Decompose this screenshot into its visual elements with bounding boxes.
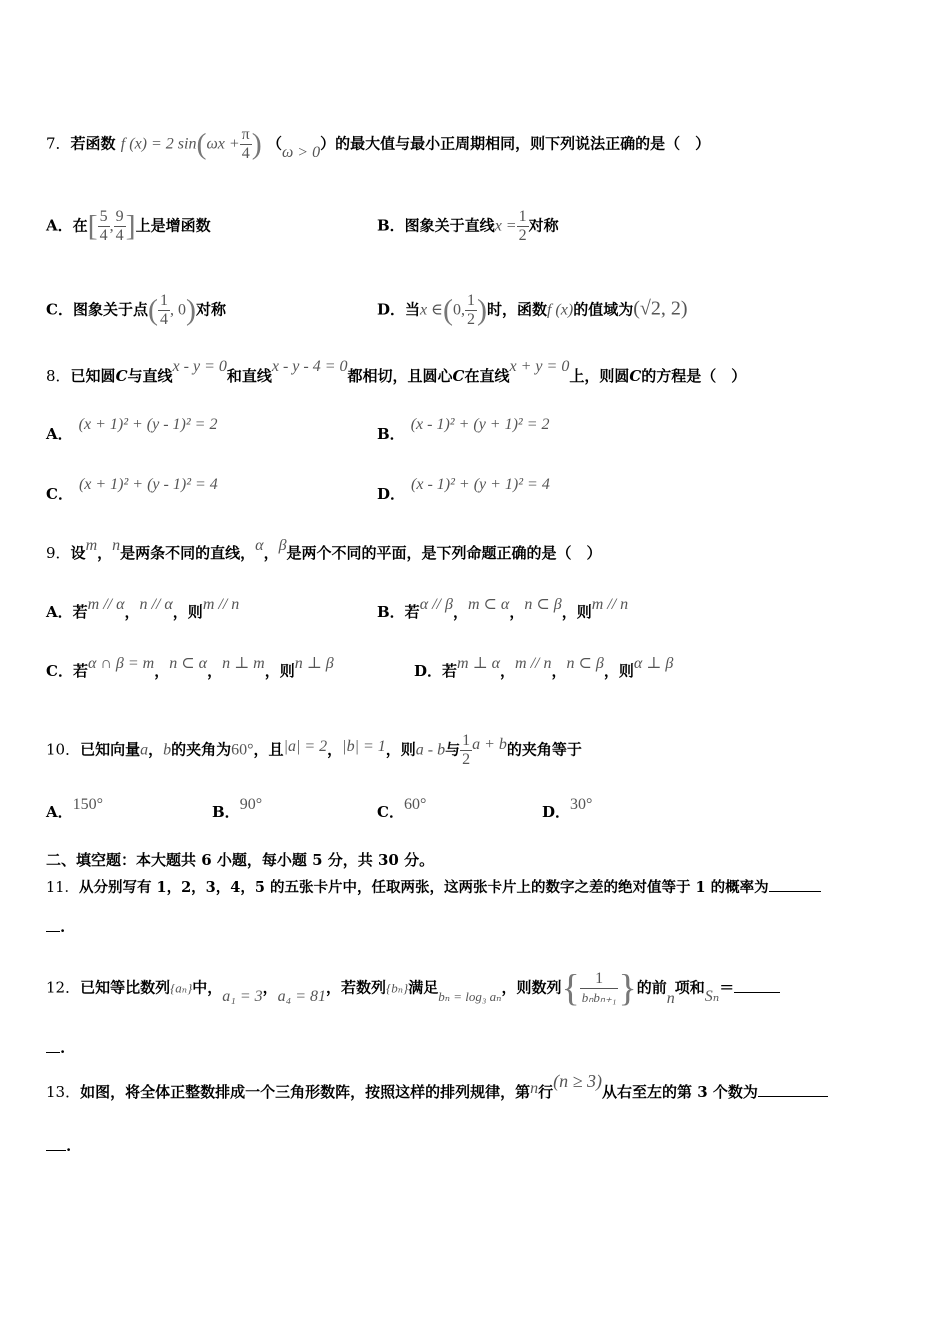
q10-d-label: D． [542, 803, 571, 821]
q12-end [46, 1036, 65, 1058]
q9-t1: 设 [70, 544, 86, 562]
q12-answer-blank[interactable] [734, 976, 780, 993]
q8-t1: 已知圆 [70, 367, 116, 385]
q9-alpha: α [255, 537, 264, 554]
q13-number: 13． [46, 1083, 81, 1101]
q7-d-text2: 的值域为 [573, 300, 634, 319]
q13-stem [46, 1071, 828, 1103]
q9-beta: β [278, 537, 287, 554]
q10-half: $\frac{1}{2}$ [462, 732, 471, 768]
q9-d-3: n ⊂ β [566, 655, 604, 672]
q12-n: n [666, 989, 675, 1007]
q11-number: 11． [46, 880, 79, 896]
q12-t8: 项和 [674, 978, 705, 997]
q7-arg: ωx + [206, 135, 240, 153]
q9-a-2: n // α [139, 596, 173, 613]
q9-option-c[interactable]: C．若α ∩ β = m，n ⊂ α，n ⊥ m，则n ⊥ β [46, 655, 334, 680]
q9-a-1: m // α [87, 596, 125, 613]
q10-number: 10． [46, 740, 81, 759]
q7-d-frac: $\frac{1}{2}$ [466, 292, 475, 328]
q8-c-label: C． [46, 485, 73, 503]
q10-t1: 已知向量 [80, 740, 141, 759]
q12-an: {aₙ} [170, 980, 193, 996]
q8-option-d[interactable] [377, 476, 550, 505]
q13-n: n [530, 1080, 539, 1097]
q7-d-label: D．当 [377, 300, 421, 319]
q13-cond: (n ≥ 3) [553, 1071, 602, 1091]
q8-t3: 和直线 [226, 367, 272, 385]
q7-function: f (x) = 2 sin [120, 135, 197, 153]
q12-eq: ＝ [719, 978, 735, 997]
q9-a-3: m // n [202, 596, 240, 613]
q7-a-text: 上是增函数 [135, 216, 211, 235]
q12-sn: Sₙ [704, 987, 720, 1005]
q9-d-1: m ⊥ α [457, 655, 501, 672]
q13-t3: 从右至左的第 3 个数为 [602, 1083, 758, 1101]
q10-t4: ，且 [253, 740, 284, 759]
q12-t7: 的前 [636, 978, 667, 997]
q12-bdef: bₙ = log₃ aₙ [438, 988, 502, 1004]
q10-option-b[interactable] [212, 796, 263, 823]
q8-d-eq: (x - 1)² + (y + 1)² = 4 [411, 476, 550, 493]
q7-number: 7． [46, 134, 71, 153]
q9-b-3: n ⊂ β [524, 596, 562, 613]
q10-norm-b: |b| = 1 [342, 737, 386, 755]
q7-c-frac: $\frac{1}{4}$ [159, 292, 168, 328]
q12-t1: 已知等比数列 [80, 978, 171, 997]
q8-c1: C [115, 367, 128, 385]
q7-option-d[interactable]: D．当x ∈(0, $\frac{1}{2}$ )时，函数f (x)的值域为(√2, 2) [377, 292, 688, 328]
q8-line1: x - y = 0 [172, 358, 227, 375]
q9-d-then: ，则 [603, 662, 634, 680]
q8-option-a[interactable] [46, 416, 218, 445]
q10-t6: ，则 [385, 740, 416, 759]
q9-comma1: ， [97, 544, 113, 562]
q9-option-d[interactable]: D．若m ⊥ α，m // n，n ⊂ β，则α ⊥ β [414, 655, 674, 680]
q7-b-x: x = [494, 217, 517, 235]
q12-t4: ，若数列 [326, 978, 387, 997]
q9-c-2: n ⊂ α [169, 655, 208, 672]
q10-b: b [163, 741, 172, 759]
q12-blank-cont[interactable] [46, 1036, 60, 1053]
q7-pi-over-4: $\frac{\pi}{4}$ [241, 126, 250, 162]
q9-c-1: α ∩ β = m [87, 655, 155, 672]
q12-t3: ， [262, 978, 278, 997]
q9-a-then: ，则 [172, 603, 203, 621]
q12-t5: 满足 [408, 978, 439, 997]
q8-b-eq: (x - 1)² + (y + 1)² = 2 [410, 416, 550, 433]
q10-d-value: 30° [570, 796, 593, 813]
q10-t2: ， [148, 740, 164, 759]
q12-number: 12． [46, 978, 81, 997]
q10-a-plus-b: a + b [472, 735, 507, 753]
q9-n: n [112, 537, 121, 554]
q9-m: m [85, 537, 98, 554]
q9-option-a[interactable]: A．若m // α，n // α，则m // n [46, 596, 240, 621]
q10-t3: 的夹角为 [171, 740, 232, 759]
q7-b-frac: $\frac{1}{2}$ [518, 208, 527, 244]
q7-d-range: (√2, 2) [633, 297, 688, 320]
q7-b-label: B．图象关于直线 [377, 216, 495, 235]
q9-t3: 是两个不同的平面，是下列命题正确的是（ ） [286, 544, 602, 562]
q8-option-c[interactable] [46, 476, 218, 505]
q10-t5: ， [327, 740, 343, 759]
q10-t8: 的夹角等于 [506, 740, 582, 759]
q9-c-3: n ⊥ m [222, 655, 265, 672]
q10-c-label: C． [377, 803, 404, 821]
q11-stem [46, 875, 821, 898]
q10-a: a [140, 741, 149, 759]
q8-t4: 都相切，且圆心 [347, 367, 453, 385]
q11-period: . [60, 918, 66, 936]
q7-a-label: A．在 [46, 216, 88, 235]
q13-blank-cont[interactable] [46, 1134, 66, 1151]
q8-stem [46, 358, 747, 387]
q7-option-c[interactable]: C．图象关于点( $\frac{1}{4}$ , 0)对称 [46, 292, 226, 328]
q10-option-d[interactable] [542, 796, 593, 823]
q10-c-value: 60° [403, 796, 427, 813]
q10-a-minus-b: a - b [415, 741, 446, 759]
q8-number: 8． [46, 367, 71, 385]
q7-c-text: 对称 [195, 300, 226, 319]
q7-d-f: f (x) [546, 301, 574, 319]
q8-c3: C [629, 367, 642, 385]
q10-norm-a: |a| = 2 [283, 737, 328, 755]
q9-c-label: C．若 [46, 662, 88, 680]
q10-b-label: B． [212, 803, 240, 821]
q13-answer-blank[interactable] [758, 1080, 828, 1097]
q12-period: . [60, 1039, 66, 1057]
q12-stem: 12．已知等比数列{aₙ}中，a₁ = 3，a₄ = 81，若数列{bₙ}满足bₙ = log₃ aₙ，则数列{ $\frac{1}{\text{bₙbₙ₊₁}}$ }的前n项和Sₙ＝ [46, 970, 780, 1007]
q7-d-text1: 时，函数 [486, 300, 547, 319]
q9-d-2: m // n [515, 655, 552, 672]
q8-t5: 在直线 [464, 367, 510, 385]
q8-b-label: B． [377, 425, 405, 443]
q10-angle: 60° [231, 741, 254, 759]
q7-option-b[interactable] [377, 208, 559, 245]
q12-a4: a₄ = 81 [277, 987, 327, 1005]
q9-d-label: D．若 [414, 662, 458, 680]
q10-option-c[interactable] [377, 796, 427, 823]
q7-option-a[interactable]: A．在[ $\frac{5}{4}$ , $\frac{9}{4}$ ]上是增函数 [46, 208, 211, 244]
q9-d-4: α ⊥ β [633, 655, 674, 672]
q8-option-b[interactable] [377, 416, 550, 445]
q8-d-label: D． [377, 485, 406, 503]
q11-end [46, 915, 65, 937]
q12-t2: 中， [192, 978, 223, 997]
q8-t6: 上，则圆 [569, 367, 630, 385]
q7-c-zero: , 0 [169, 301, 186, 319]
q7-question: ）的最大值与最小正周期相同，则下列说法正确的是（ ） [320, 134, 711, 153]
q9-stem [46, 537, 602, 564]
q12-bn: {bₙ} [386, 980, 409, 996]
q7-a-frac1: $\frac{5}{4}$ [99, 208, 108, 244]
q8-a-label: A． [46, 425, 73, 443]
q9-option-b[interactable]: B．若α // β，m ⊂ α，n ⊂ β，则m // n [377, 596, 629, 621]
q7-stem: 7．若函数 f (x) = 2 sin(ωx + $\frac{\pi}{4}$ ) （ω > 0）的最大值与最小正周期相同，则下列说法正确的是（ ） [46, 126, 711, 162]
q11-answer-blank[interactable] [769, 875, 821, 892]
q9-c-then: ，则 [264, 662, 295, 680]
q9-b-then: ，则 [561, 603, 592, 621]
q9-b-4: m // n [591, 596, 629, 613]
q10-t7: 与 [445, 740, 461, 759]
q10-stem [46, 732, 582, 769]
q9-b-label: B．若 [377, 603, 420, 621]
q9-comma2: ， [263, 544, 279, 562]
q7-c-label: C．图象关于点 [46, 300, 148, 319]
q9-c-4: n ⊥ β [294, 655, 334, 672]
q10-b-value: 90° [239, 796, 263, 813]
q13-t2: 行 [538, 1083, 554, 1101]
q13-period: . [66, 1137, 72, 1155]
q11-blank-cont[interactable] [46, 915, 60, 932]
q8-c-eq: (x + 1)² + (y - 1)² = 4 [78, 476, 218, 493]
q7-d-zero: 0, [452, 301, 465, 319]
q11-text: 从分别写有 1，2，3，4，5 的五张卡片中，任取两张，这两张卡片上的数字之差的绝对值等于 1 的概率为 [78, 879, 769, 896]
q8-a-eq: (x + 1)² + (y - 1)² = 2 [78, 416, 218, 433]
q8-t7: 的方程是（ ） [641, 367, 747, 385]
q8-c2: C [452, 367, 465, 385]
q12-t6: ，则数列 [501, 978, 562, 997]
q10-a-label: A． [46, 803, 73, 821]
q10-a-value: 150° [72, 796, 104, 813]
q8-t2: 与直线 [127, 367, 173, 385]
q12-recip: $\frac{1}{\text{bₙbₙ₊₁}}$ [581, 970, 617, 1005]
q13-t1: 如图，将全体正整数排成一个三角形数阵，按照这样的排列规律，第 [80, 1083, 531, 1101]
q9-b-1: α // β [419, 596, 453, 613]
q9-a-label: A．若 [46, 603, 88, 621]
q10-option-a[interactable] [46, 796, 104, 823]
q7-paren: （ [266, 134, 282, 153]
q9-b-2: m ⊂ α [467, 596, 510, 613]
section-heading: 二、填空题：本大题共 6 小题，每小题 5 分，共 30 分。 [46, 851, 435, 869]
q7-a-frac2: $\frac{9}{4}$ [115, 208, 124, 244]
q7-omega-cond: ω > 0 [282, 143, 321, 161]
q8-line2: x - y - 4 = 0 [271, 358, 348, 375]
q8-line3: x + y = 0 [509, 358, 570, 375]
q12-a1: a₁ = 3 [222, 987, 263, 1005]
q13-end [46, 1134, 71, 1156]
q7-d-x: x ∈ [420, 301, 443, 319]
q9-t2: 是两条不同的直线， [120, 544, 256, 562]
q9-number: 9． [46, 544, 71, 562]
q7-b-text: 对称 [528, 216, 559, 235]
q7-text: 若函数 [70, 134, 116, 153]
